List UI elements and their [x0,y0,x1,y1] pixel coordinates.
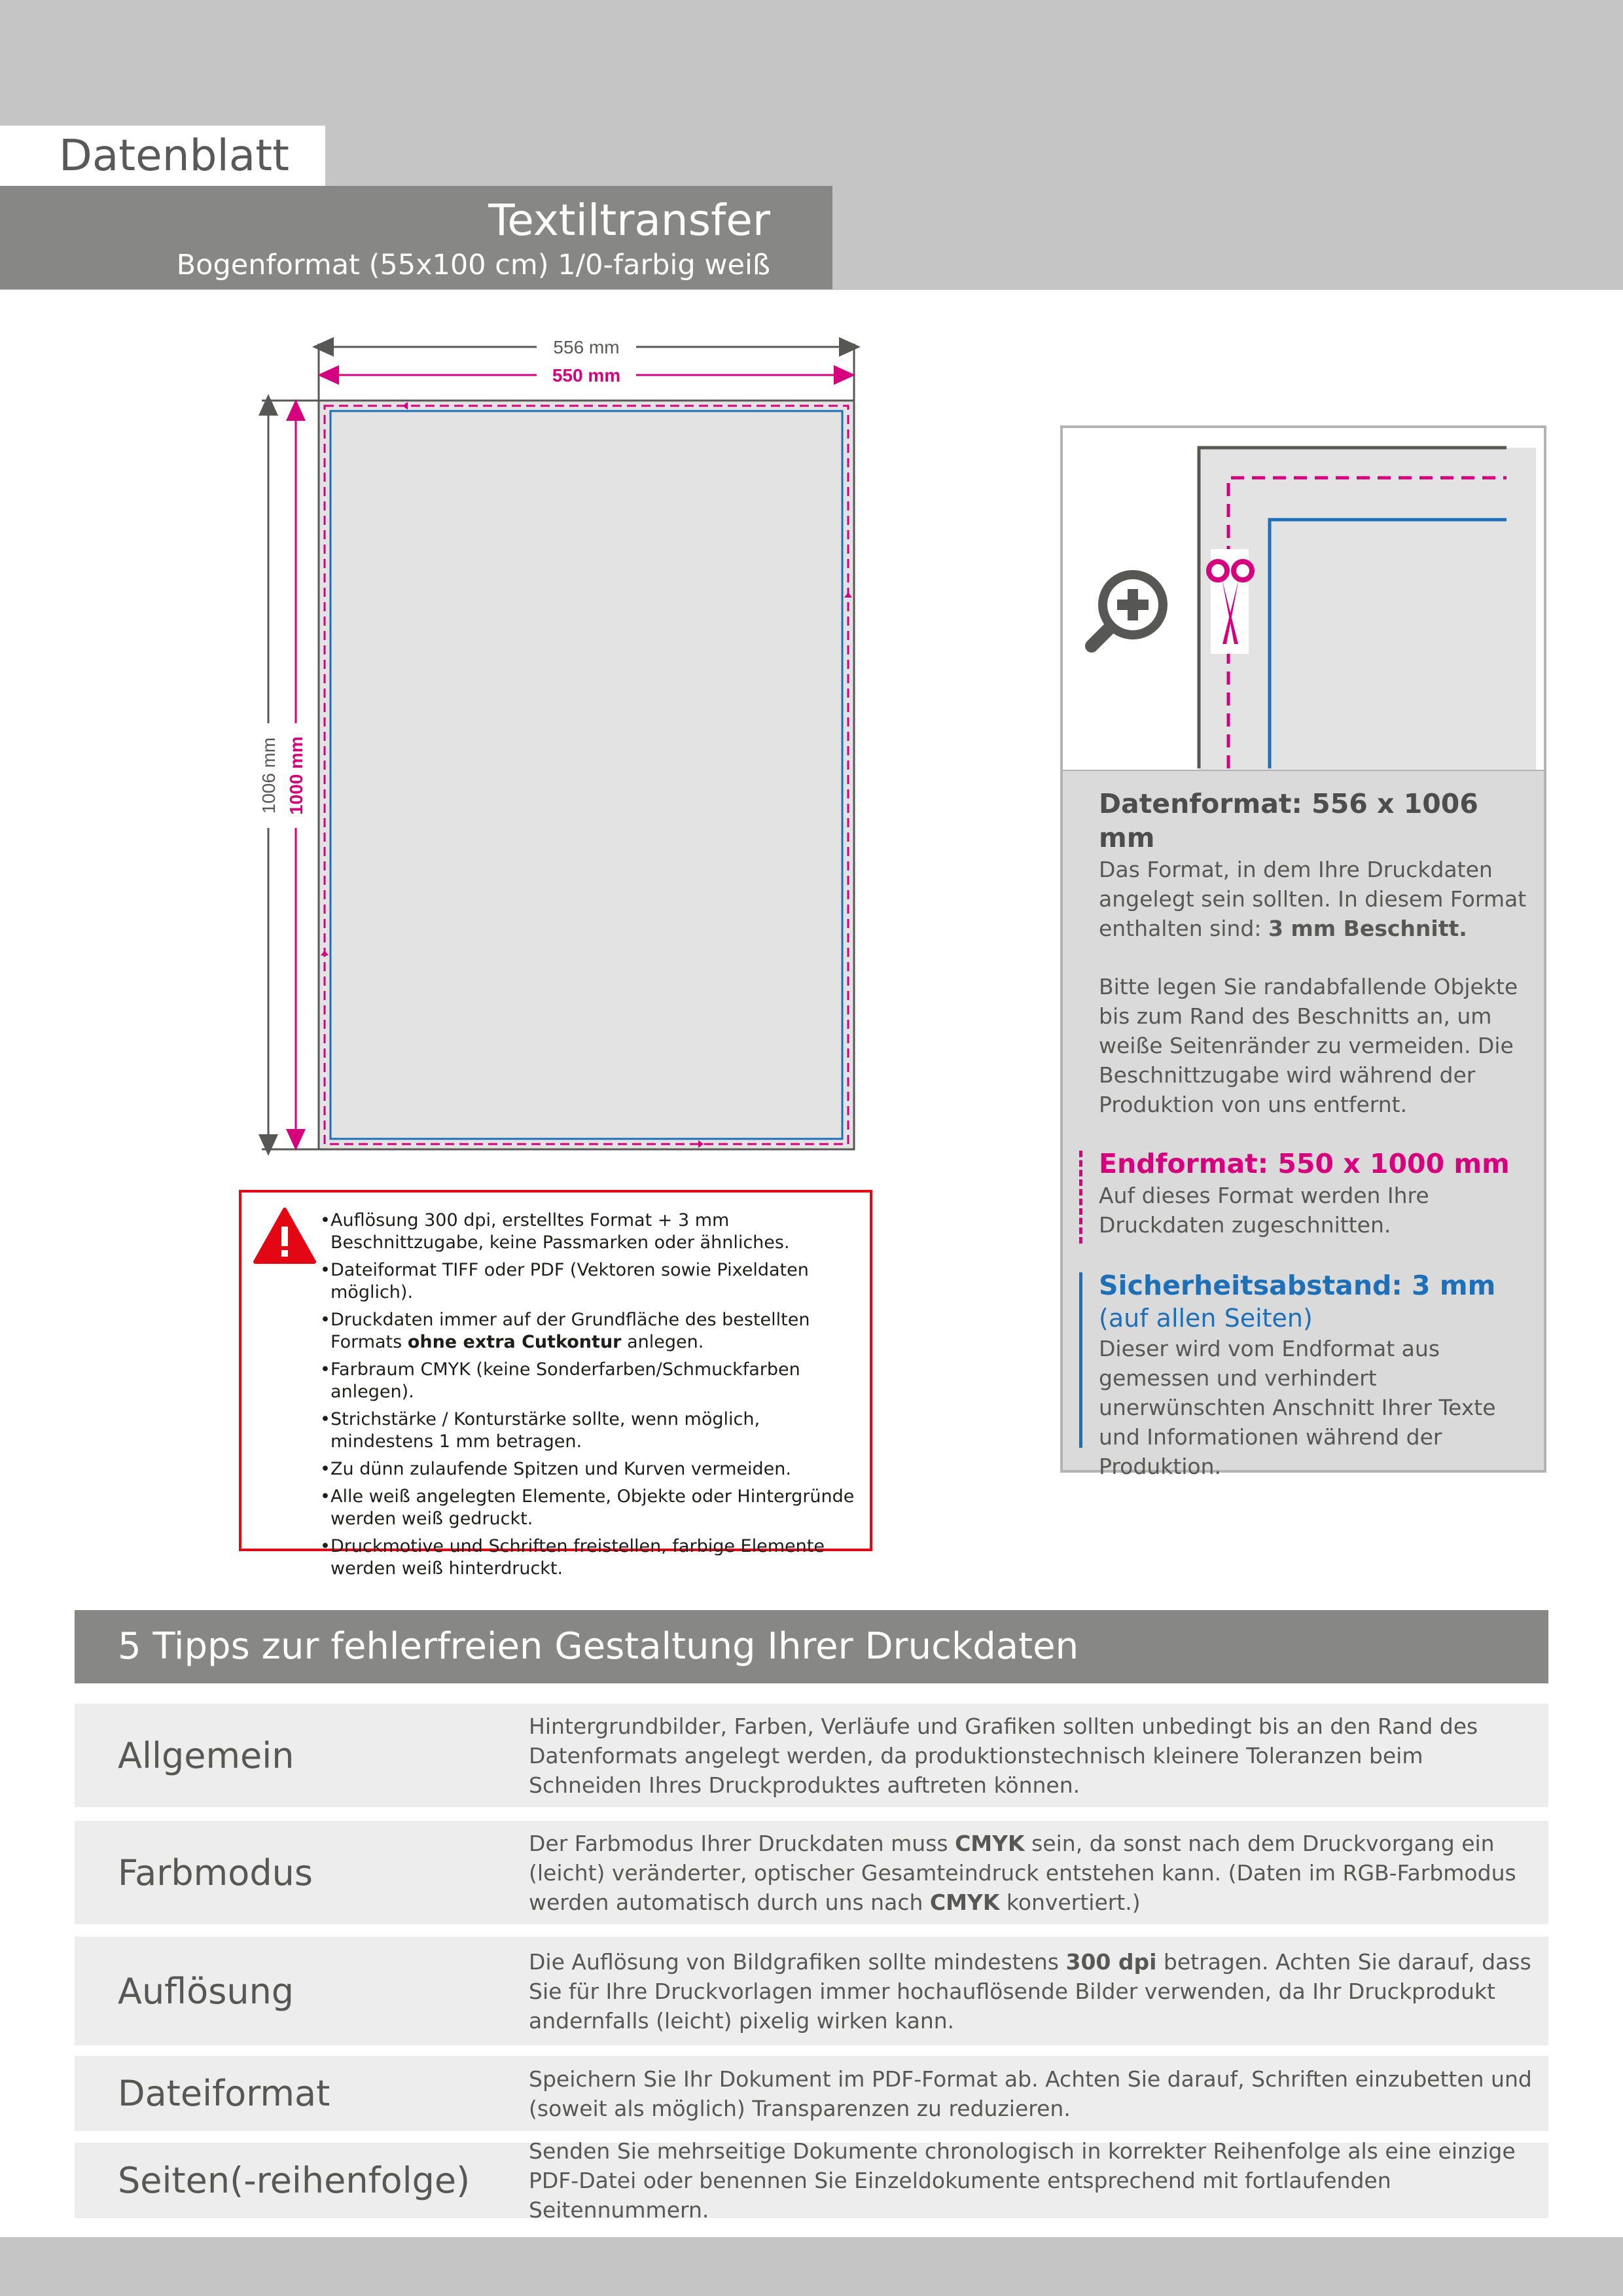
safety-margin-section [1099,1268,1531,1481]
width-data-label: 556 mm [553,337,620,357]
tip-label: Farbmodus [118,1852,313,1893]
tip-text-part: Der Farbmodus Ihrer Druckdaten muss [529,1830,955,1856]
tip-text-part: konvertiert.) [999,1889,1141,1915]
document-label: Datenblatt [0,126,325,186]
tip-text-part: Die Auflösung von Bildgrafiken sollte mindestens [529,1948,1066,1975]
title-bar [0,186,832,289]
safety-margin-heading: Sicherheitsabstand: 3 mm [1099,1270,1496,1301]
tip-label: Allgemein [118,1734,294,1776]
safety-margin-description: Dieser wird vom Endformat aus gemessen und verhindert unerwünschten Anschnitt Ihrer Texte und Informationen während der Produktion. [1099,1336,1496,1479]
tip-text [529,1937,1535,2045]
requirement-item: • Strichstärke / Konturstärke sollte, wenn möglich, mindestens 1 mm betragen. [320,1408,857,1453]
height-data-label: 1006 mm [259,737,279,814]
detail-fill [1199,448,1536,772]
data-format-outline [319,401,854,1149]
requirement-emphasis: ohne extra Cutkontur [407,1332,622,1352]
tip-text: Senden Sie mehrseitige Dokumente chronologisch in korrekter Reihenfolge als eine einzige PDF-Datei oder benennen Sie Einzeldokumente entsprechend mit fortlaufenden Seitennummern. [529,2138,1516,2223]
page-subtitle: Bogenformat (55x100 cm) 1/0-farbig weiß [176,249,770,281]
width-final-label: 550 mm [552,365,621,386]
data-format-description [1099,855,1531,943]
tip-row-aufloesung [75,1937,1548,2045]
scissors-icon [1209,549,1252,654]
tip-text: Hintergrundbilder, Farben, Verläufe und Grafiken sollten unbedingt bis an den Rand des Datenformats angelegt werden, da produktionstechnisch kleinere Toleranzen beim Schneiden Ihres Druckproduktes auftreten können. [529,1713,1478,1798]
end-format-section [1099,1147,1531,1240]
requirement-item [320,1309,857,1354]
tip-text-part: betragen. Achten Sie darauf, dass Sie für Ihre Druckvorlagen immer hochauflösende Bilder verwenden, da Ihr Druckprodukt andernfalls (leicht) pixelig wirken kann. [529,1948,1531,2034]
print-requirements-box [239,1190,872,1579]
data-format-bleed-note: 3 mm Beschnitt. [1268,916,1467,941]
data-format-text: Das Format, in dem Ihre Druckdaten angelegt sein sollten. In diesem Format enthalten sind: [1099,857,1527,941]
height-final-label: 1000 mm [286,736,306,815]
warning-triangle-icon [253,1207,316,1265]
tip-label: Dateiformat [118,2073,330,2114]
tip-text-emphasis: CMYK [929,1889,1000,1915]
end-format-description: Auf dieses Format werden Ihre Druckdaten zugeschnitten. [1099,1183,1429,1238]
tip-label: Auflösung [118,1970,294,2012]
requirement-item: • Farbraum CMYK (keine Sonderfarben/Schmuckfarben anlegen). [320,1359,857,1403]
tips-heading: 5 Tipps zur fehlerfreien Gestaltung Ihrer Druckdaten [75,1610,1548,1683]
bleed-instructions: Bitte legen Sie randabfallende Objekte bis zum Rand des Beschnitts an, um weiße Seitenränder zu vermeiden. Die Beschnittzugabe wird während der Produktion von uns entfernt. [1099,974,1518,1117]
zoom-in-icon [1092,575,1163,646]
requirement-item: • Auflösung 300 dpi, erstelltes Format + 3 mm Beschnittzugabe, keine Passmarken oder ähnliches. [320,1210,857,1254]
requirement-text: Druckdaten immer auf der Grundfläche des bestellten Formats [330,1310,810,1352]
tip-text: Speichern Sie Ihr Dokument im PDF-Format ab. Achten Sie darauf, Schriften einzubetten und (soweit als möglich) Transparenzen zu reduzieren. [529,2066,1532,2121]
data-format-heading: Datenformat: 556 x 1006 mm [1099,788,1478,853]
tip-row-seiten [75,2138,1548,2223]
tip-row-dateiformat [75,2056,1548,2131]
tip-row-allgemein [75,1704,1548,1807]
requirement-item: • Alle weiß angelegten Elemente, Objekte oder Hintergründe werden weiß gedruckt. [320,1486,857,1530]
tip-text-part: sein, da sonst nach dem Druckvorgang ein (leicht) veränderter, optischer Gesamteindruck entstehen kann. (Daten im RGB-Farbmodus werden automatisch durch uns nach [529,1830,1516,1915]
requirement-item: • Dateiformat TIFF oder PDF (Vektoren sowie Pixeldaten möglich). [320,1259,857,1304]
requirements-list [320,1210,857,1585]
requirement-item: • Druckmotive und Schriften freistellen, farbige Elemente werden weiß hinterdruckt. [320,1535,857,1580]
tip-label: Seiten(-reihenfolge) [118,2160,471,2201]
footer-band [0,2237,1623,2296]
end-format-heading: Endformat: 550 x 1000 mm [1099,1148,1510,1179]
safety-margin-subheading: (auf allen Seiten) [1099,1304,1313,1333]
tip-text-emphasis: 300 dpi [1065,1948,1157,1975]
requirement-text: anlegen. [621,1332,704,1352]
requirement-item: • Zu dünn zulaufende Spitzen und Kurven vermeiden. [320,1458,857,1480]
format-diagram [0,290,916,1174]
tip-text-emphasis: CMYK [955,1830,1025,1856]
tip-text [529,1821,1535,1924]
tip-row-farbmodus [75,1821,1548,1924]
format-info-panel [1060,771,1546,1479]
zoom-detail-panel [1060,425,1546,772]
data-format-section [1099,787,1531,1119]
page-title: Textiltransfer [488,195,770,245]
